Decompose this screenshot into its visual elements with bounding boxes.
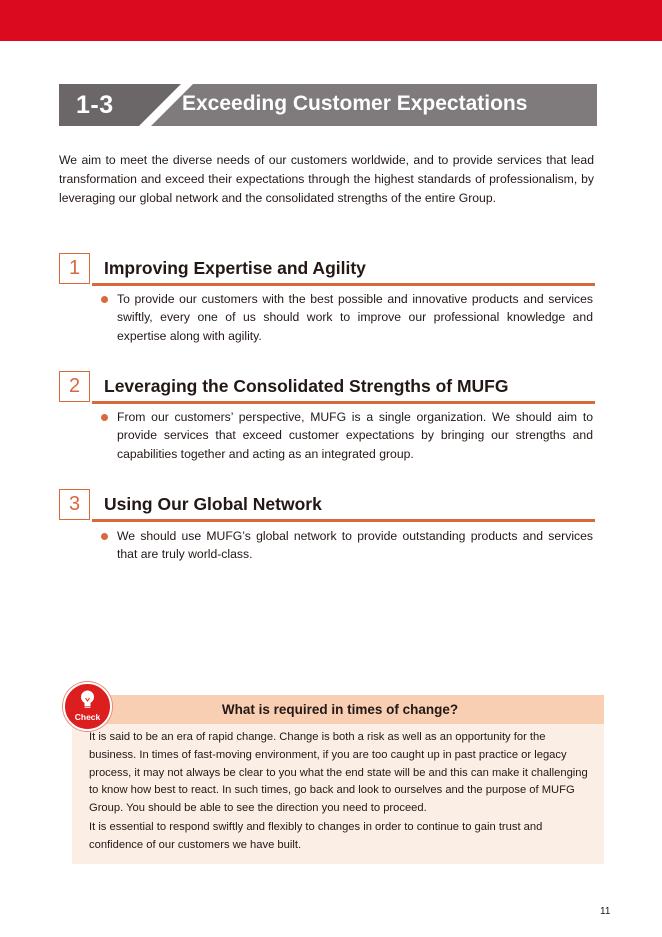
section-title: Exceeding Customer Expectations bbox=[182, 92, 528, 115]
item-title-2: Leveraging the Consolidated Strengths of MUFG bbox=[104, 376, 509, 396]
item-number: 2 bbox=[68, 375, 81, 397]
item-number-box-2 bbox=[59, 371, 90, 402]
check-callout bbox=[72, 695, 604, 864]
lightbulb-icon bbox=[79, 689, 96, 711]
item-text-2: From our customers’ perspective, MUFG is a single organization. We should aim to provide services that exceed customer expectations by bringing our strengths and capabilities together and acting as an integrated group. bbox=[117, 410, 593, 461]
item-title-3: Using Our Global Network bbox=[104, 494, 322, 514]
item-number: 3 bbox=[68, 493, 81, 515]
item-text-1: To provide our customers with the best possible and innovative products and services swiftly, every one of us should work to improve our professional knowledge and expertise along with agility. bbox=[117, 292, 593, 343]
check-badge bbox=[63, 682, 112, 731]
check-paragraph-2: It is essential to respond swiftly and flexibly to changes in order to continue to gain trust and confidence of our customers we have built. bbox=[89, 821, 543, 851]
item-number: 1 bbox=[68, 257, 81, 279]
item-rule-2 bbox=[92, 401, 595, 404]
bullet-icon bbox=[101, 296, 108, 303]
page-number: 11 bbox=[600, 906, 611, 917]
section-number: 1-3 bbox=[76, 91, 114, 119]
top-red-bar bbox=[0, 0, 662, 41]
check-header bbox=[72, 695, 604, 724]
check-paragraph-1: It is said to be an era of rapid change. Change is both a risk as well as an opportunity for the business. In times of fast-moving environment, if you are too caught up in past practice or legacy process, it may not always be clear to you what the end state will be and this can make it challenging to know how best to react. In such times, go back and look to ourselves and the purpose of MUFG Group. You should be able to see the direction you need to proceed. bbox=[89, 731, 588, 815]
check-badge-label: Check bbox=[74, 712, 101, 722]
check-title: What is required in times of change? bbox=[221, 702, 459, 717]
item-rule-3 bbox=[92, 519, 595, 522]
item-number-box-3 bbox=[59, 489, 90, 520]
item-title-1: Improving Expertise and Agility bbox=[104, 258, 366, 278]
section-banner bbox=[59, 84, 597, 126]
bullet-icon bbox=[101, 533, 108, 540]
bullet-icon bbox=[101, 414, 108, 421]
intro-paragraph: We aim to meet the diverse needs of our customers worldwide, and to provide services that lead transformation and exceed their expectations through the highest standards of professionalism, by leveraging our global network and the consolidated strengths of the entire Group. bbox=[59, 153, 594, 205]
item-rule-1 bbox=[92, 283, 595, 286]
item-text-3: We should use MUFG’s global network to provide outstanding products and services that are truly world-class. bbox=[117, 529, 593, 562]
item-number-box-1 bbox=[59, 253, 90, 284]
